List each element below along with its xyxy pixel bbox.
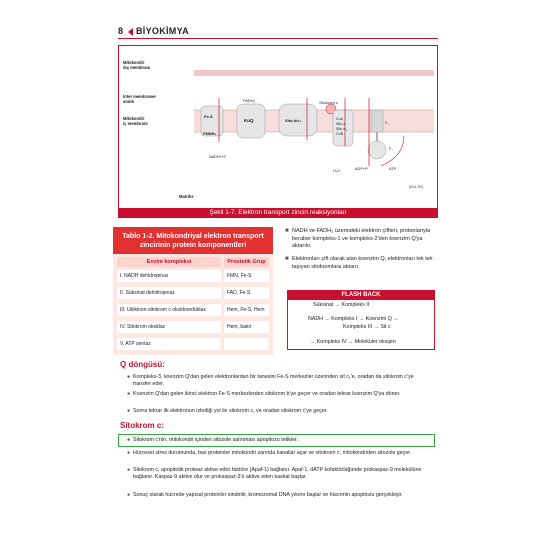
table-cell: IV. Sitokrom oksidaz xyxy=(117,321,221,333)
bullet-icon: ● xyxy=(127,467,131,473)
table-row xyxy=(117,304,269,317)
etc-diagram xyxy=(119,46,439,209)
chapter-title: BİYOKİMYA xyxy=(136,26,189,36)
flash-title: FLASH BACK xyxy=(288,291,434,300)
label-matrix: Matriks xyxy=(179,194,194,199)
table-title: Tablo 1-2. Mitokondriyal elektron transport zincirinin protein komponentleri xyxy=(113,227,273,254)
label-sito-b: Sito b/c₁ xyxy=(285,118,302,123)
label-inter: İnter membraner aralık xyxy=(123,94,157,104)
flash-line: NADH → Kompleks I → Koenzim Q → xyxy=(308,316,399,322)
flash-line: Süksinat → Kompleks II xyxy=(313,302,370,308)
table-cell: III. Ubikinon-sitokrom c oksidoredüktaz xyxy=(117,304,221,316)
table-cell: I. NADH dehidrojenaz xyxy=(117,270,221,282)
bullet-icon: ● xyxy=(127,408,131,414)
label-fes: Fe-S xyxy=(204,114,213,119)
table-row xyxy=(117,321,269,334)
list-item: ● Hücresel stres durumunda, bax proteinler mitokondri zarında kanallar açar ve sitokrom c, mitokondriden sitozole geçer. xyxy=(127,450,412,456)
label-f1: F₁ xyxy=(389,147,393,151)
section-title-q: Q döngüsü: xyxy=(120,360,165,369)
table-cell: Hem, bakır xyxy=(224,321,269,333)
outer-membrane xyxy=(194,70,434,76)
list-item: ■ Elektronları çift olarak alan koenzim Q, elektronları tek tek taşıyan sitokromlara aktarır. xyxy=(285,256,433,270)
label-fmn: FMNH₂ xyxy=(203,131,217,136)
bullet-icon: ● xyxy=(127,492,131,498)
table-cell: FAD, Fe-S xyxy=(224,287,269,299)
table-row xyxy=(117,287,269,300)
bullet-icon: ● xyxy=(127,450,131,456)
list-item: ● Kompleks-3, koenzim Q'dan gelen elektronlardan bir tanesini Fe-S merkezler üzerinden sit c₁'e, oradan da sitokrom c'ye transfer eder. xyxy=(127,374,414,388)
list-item: ● Koenzim Q'dan gelen ikinci elektron Fe-S merkezlerden sitokrom b'ye geçer ve oradan tekrar koenzim Q'ya döner. xyxy=(127,391,401,397)
label-h2o: H₂O xyxy=(333,169,341,173)
protein-table xyxy=(113,227,273,355)
atp-synthase-fo xyxy=(371,110,383,132)
header-divider xyxy=(118,38,438,39)
table-row xyxy=(117,270,269,283)
list-item: ● Sitokrom c'nin, mitokondri içinden sitozole salınması apopitozu tetikler. xyxy=(127,437,298,443)
page-header xyxy=(118,26,438,38)
label-inner: Mitokondri iç membranı xyxy=(123,116,148,126)
section-title-sc: Sitokrom c: xyxy=(120,421,165,430)
label-adp: ADP+Pᵢ xyxy=(355,167,369,171)
label-outer: Mitokondri dış membranı xyxy=(123,60,151,70)
bullet-icon: ■ xyxy=(285,228,289,234)
table-cell: V. ATP sentaz xyxy=(117,338,221,350)
page-number: 8 xyxy=(118,26,124,36)
table-row xyxy=(117,338,269,351)
flash-back-box xyxy=(287,290,435,350)
flash-line: Kompleks III → Sit c xyxy=(343,324,391,330)
bullet-icon: ● xyxy=(127,437,131,443)
label-cu: CuA Sito a Sito a₃ CuB xyxy=(336,117,347,136)
table-cell xyxy=(224,338,269,350)
figure-electron-transport xyxy=(118,45,438,217)
list-item: ● Sitokrom c, apopitotik proteaz aktive edici faktöre (Apaf-1) bağlanır. Apaf-1, dATP kofaktörlüğünde prokaspaz-9 molekülüne bağlanır. Kaspaz-9 aktive olur ve prokaspaz-3'ü aktive eden kaskat başlar. xyxy=(127,467,422,481)
table-cell: FMN, Fe-S xyxy=(224,270,269,282)
flash-line: → Kompleks IV → Moleküler oksijen xyxy=(310,339,396,345)
arrow-left-icon xyxy=(128,28,133,36)
table-col-header: Enzim kompleksi xyxy=(117,257,221,267)
list-item: ● Sonra tekrar ilk elektronun izlediği yol ile sitokrom c, ve oradan sitokrom c'ye geçer. xyxy=(127,408,328,414)
list-item: ● Sonuç olarak hücrede yapısal proteinler sindirilir, kromozomal DNA yıkımı başlar ve hücrenin apopitozu gerçekleşir. xyxy=(127,492,403,498)
bullet-icon: ● xyxy=(127,391,131,397)
label-sito-c: Sitokrom c xyxy=(319,100,338,105)
label-atp: ATP xyxy=(389,167,397,171)
bullet-icon: ● xyxy=(127,374,131,380)
label-fadh: FADH₂ xyxy=(243,98,256,103)
label-kuq: KuQ xyxy=(244,118,254,123)
label-fo: F₀ xyxy=(385,121,389,125)
label-nadh: NADH+H⁺ xyxy=(209,155,227,159)
figure-caption: Şekil 1-7. Elektron transport zinciri reaksiyonları xyxy=(118,208,438,218)
bullet-icon: ■ xyxy=(285,256,289,262)
table-col-header: Prostetik Grup xyxy=(224,257,269,267)
table-cell: II. Süksinat dehidrojenaz xyxy=(117,287,221,299)
atp-synthase-f1 xyxy=(368,141,386,159)
table-cell: Hem, Fe-S, Hem xyxy=(224,304,269,316)
label-code: (Ek1-R3) xyxy=(409,185,424,189)
list-item: ■ NADH ve FADH₂ üzerindeki elektron çiftleri, protonlarıyla beraber kompleks-1 ve kompleks-2'den koenzim Q'ya aktarılır. xyxy=(285,228,431,249)
